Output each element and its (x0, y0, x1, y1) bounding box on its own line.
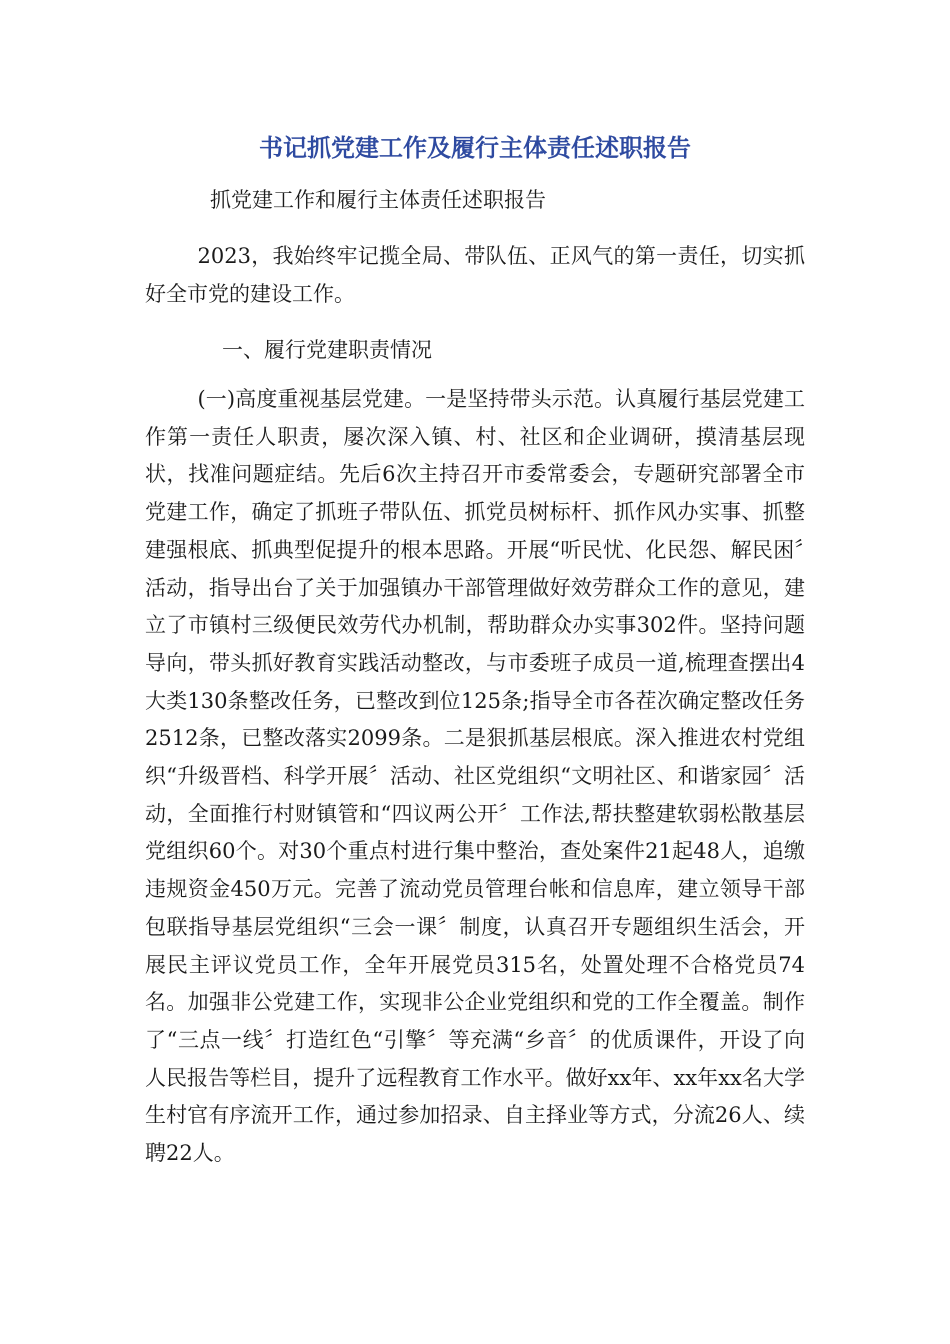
document-subtitle: 抓党建工作和履行主体责任述职报告 (210, 188, 546, 212)
document-title: 书记抓党建工作及履行主体责任述职报告 (259, 134, 691, 162)
section-heading: 一、履行党建职责情况 (222, 338, 432, 362)
body-paragraph: (一)高度重视基层党建。一是坚持带头示范。认真履行基层党建工作第一责任人职责，屡次深入镇、村、社区和企业调研，摸清基层现状，找准问题症结。先后6次主持召开市委常委会，专题研究部署全市党建工作，确定了抓班子带队伍、抓党员树标杆、抓作风办实事、抓整建强根底、抓典型促提升的根本思路。开展“听民忧、化民怨、解民困〞活动，指导出台了关于加强镇办干部管理做好效劳群众工作的意见，建立了市镇村三级便民效劳代办机制，帮助群众办实事302件。坚持问题导向，带头抓好教育实践活动整改，与市委班子成员一道,梳理查摆出4大类130条整改任务，已整改到位125条;指导全市各茬次确定整改任务2512条，已整改落实2099条。二是狠抓基层根底。深入推进农村党组织“升级晋档、科学开展〞活动、社区党组织“文明社区、和谐家园〞活动，全面推行村财镇管和“四议两公开〞工作法,帮扶整建软弱松散基层党组织60个。对30个重点村进行集中整治，查处案件21起48人，追缴违规资金450万元。完善了流动党员管理台帐和信息库，建立领导干部包联指导基层党组织“三会一课〞制度，认真召开专题组织生活会，开展民主评议党员工作，全年开展党员315名，处置处理不合格党员74名。加强非公党建工作，实现非公企业党组织和党的工作全覆盖。制作了“三点一线〞打造红色“引擎〞等充满“乡音〞的优质课件，开设了向人民报告等栏目，提升了远程教育工作水平。做好xx年、xx年xx名大学生村官有序流开工作，通过参加招录、自主择业等方式，分流26人、续聘22人。 (145, 387, 805, 1166)
intro-paragraph: 2023，我始终牢记揽全局、带队伍、正风气的第一责任，切实抓好全市党的建设工作。 (145, 244, 805, 306)
